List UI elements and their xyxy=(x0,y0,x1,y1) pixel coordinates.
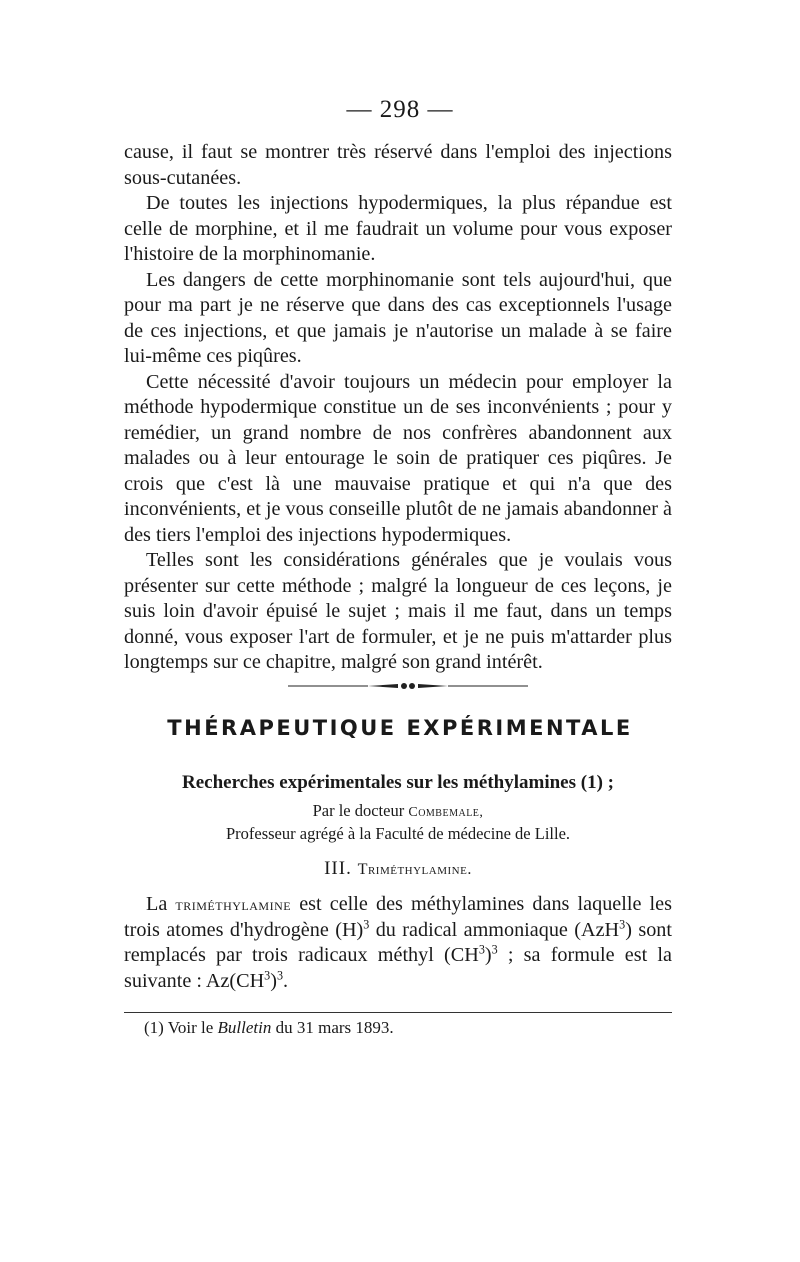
paragraph: La triméthylamine est celle des méthylamines dans laquelle les trois atomes d'hydrogène $(H)^3$ du radical ammoniaque (AzH$^3$) sont remplacés par trois radicaux méthyl $(CH^3)^3$ ; sa formule est la suivante : $Az(CH^3)^3$. xyxy=(124,893,672,992)
paragraph: De toutes les injections hypodermiques, la plus répandue est celle de morphine, et il me faudrait un volume pour vous exposer l'histoire de la morphinomanie. xyxy=(124,192,672,265)
footnote-rule xyxy=(124,1012,672,1013)
author-affiliation: Professeur agrégé à la Faculté de médecine de Lille. xyxy=(225,824,571,843)
body-text xyxy=(124,140,672,676)
sub-heading: III. Triméthylamine. xyxy=(324,858,472,879)
page-number: — 298 — xyxy=(346,96,454,123)
author-name: Combemale, xyxy=(408,805,484,820)
author-line: Par le docteur Combemale, xyxy=(312,801,484,820)
footnote: (1) Voir le Bulletin du 31 mars 1893. xyxy=(144,1018,394,1037)
paragraph: Telles sont les considérations générales que je voulais vous présenter sur cette méthode ; malgré la longueur de ces leçons, je suis loin d'avoir épuisé le sujet ; mais il me faut, dans un temps donné, vous exposer l'art de formuler, et je ne puis m'attarder plus longtemps sur ce chapitre, malgré son grand intérêt. xyxy=(124,549,672,673)
paragraph: cause, il faut se montrer très réservé dans l'emploi des injections sous-cutanées. xyxy=(124,141,672,189)
article-title: Recherches expérimentales sur les méthylamines (1) ; xyxy=(182,772,614,793)
paragraph: Les dangers de cette morphinomanie sont tels aujourd'hui, que pour ma part je ne réserve que dans des cas exceptionnels l'usage de ces injections, et que jamais je n'autorise un malade à se faire lui-même ces piqûres. xyxy=(124,268,672,367)
trimethylamine-paragraph xyxy=(124,892,672,994)
ornamental-divider xyxy=(288,682,528,690)
journal-title: Bulletin xyxy=(217,1018,272,1037)
author-block xyxy=(124,800,672,844)
section-title: THÉRAPEUTIQUE EXPÉRIMENTALE xyxy=(167,716,633,740)
paragraph: Cette nécessité d'avoir toujours un médecin pour employer la méthode hypodermique constitue un de ses inconvénients ; pour y remédier, un grand nombre de nos confrères abandonnent aux malades ou à leur entourage le soin de pratiquer ces piqûres. Je crois que c'est là une mauvaise pratique et qui n'a que des inconvénients, et je vous conseille plutôt de ne jamais abandonner à des tiers l'emploi des injections hypodermiques. xyxy=(124,370,672,546)
